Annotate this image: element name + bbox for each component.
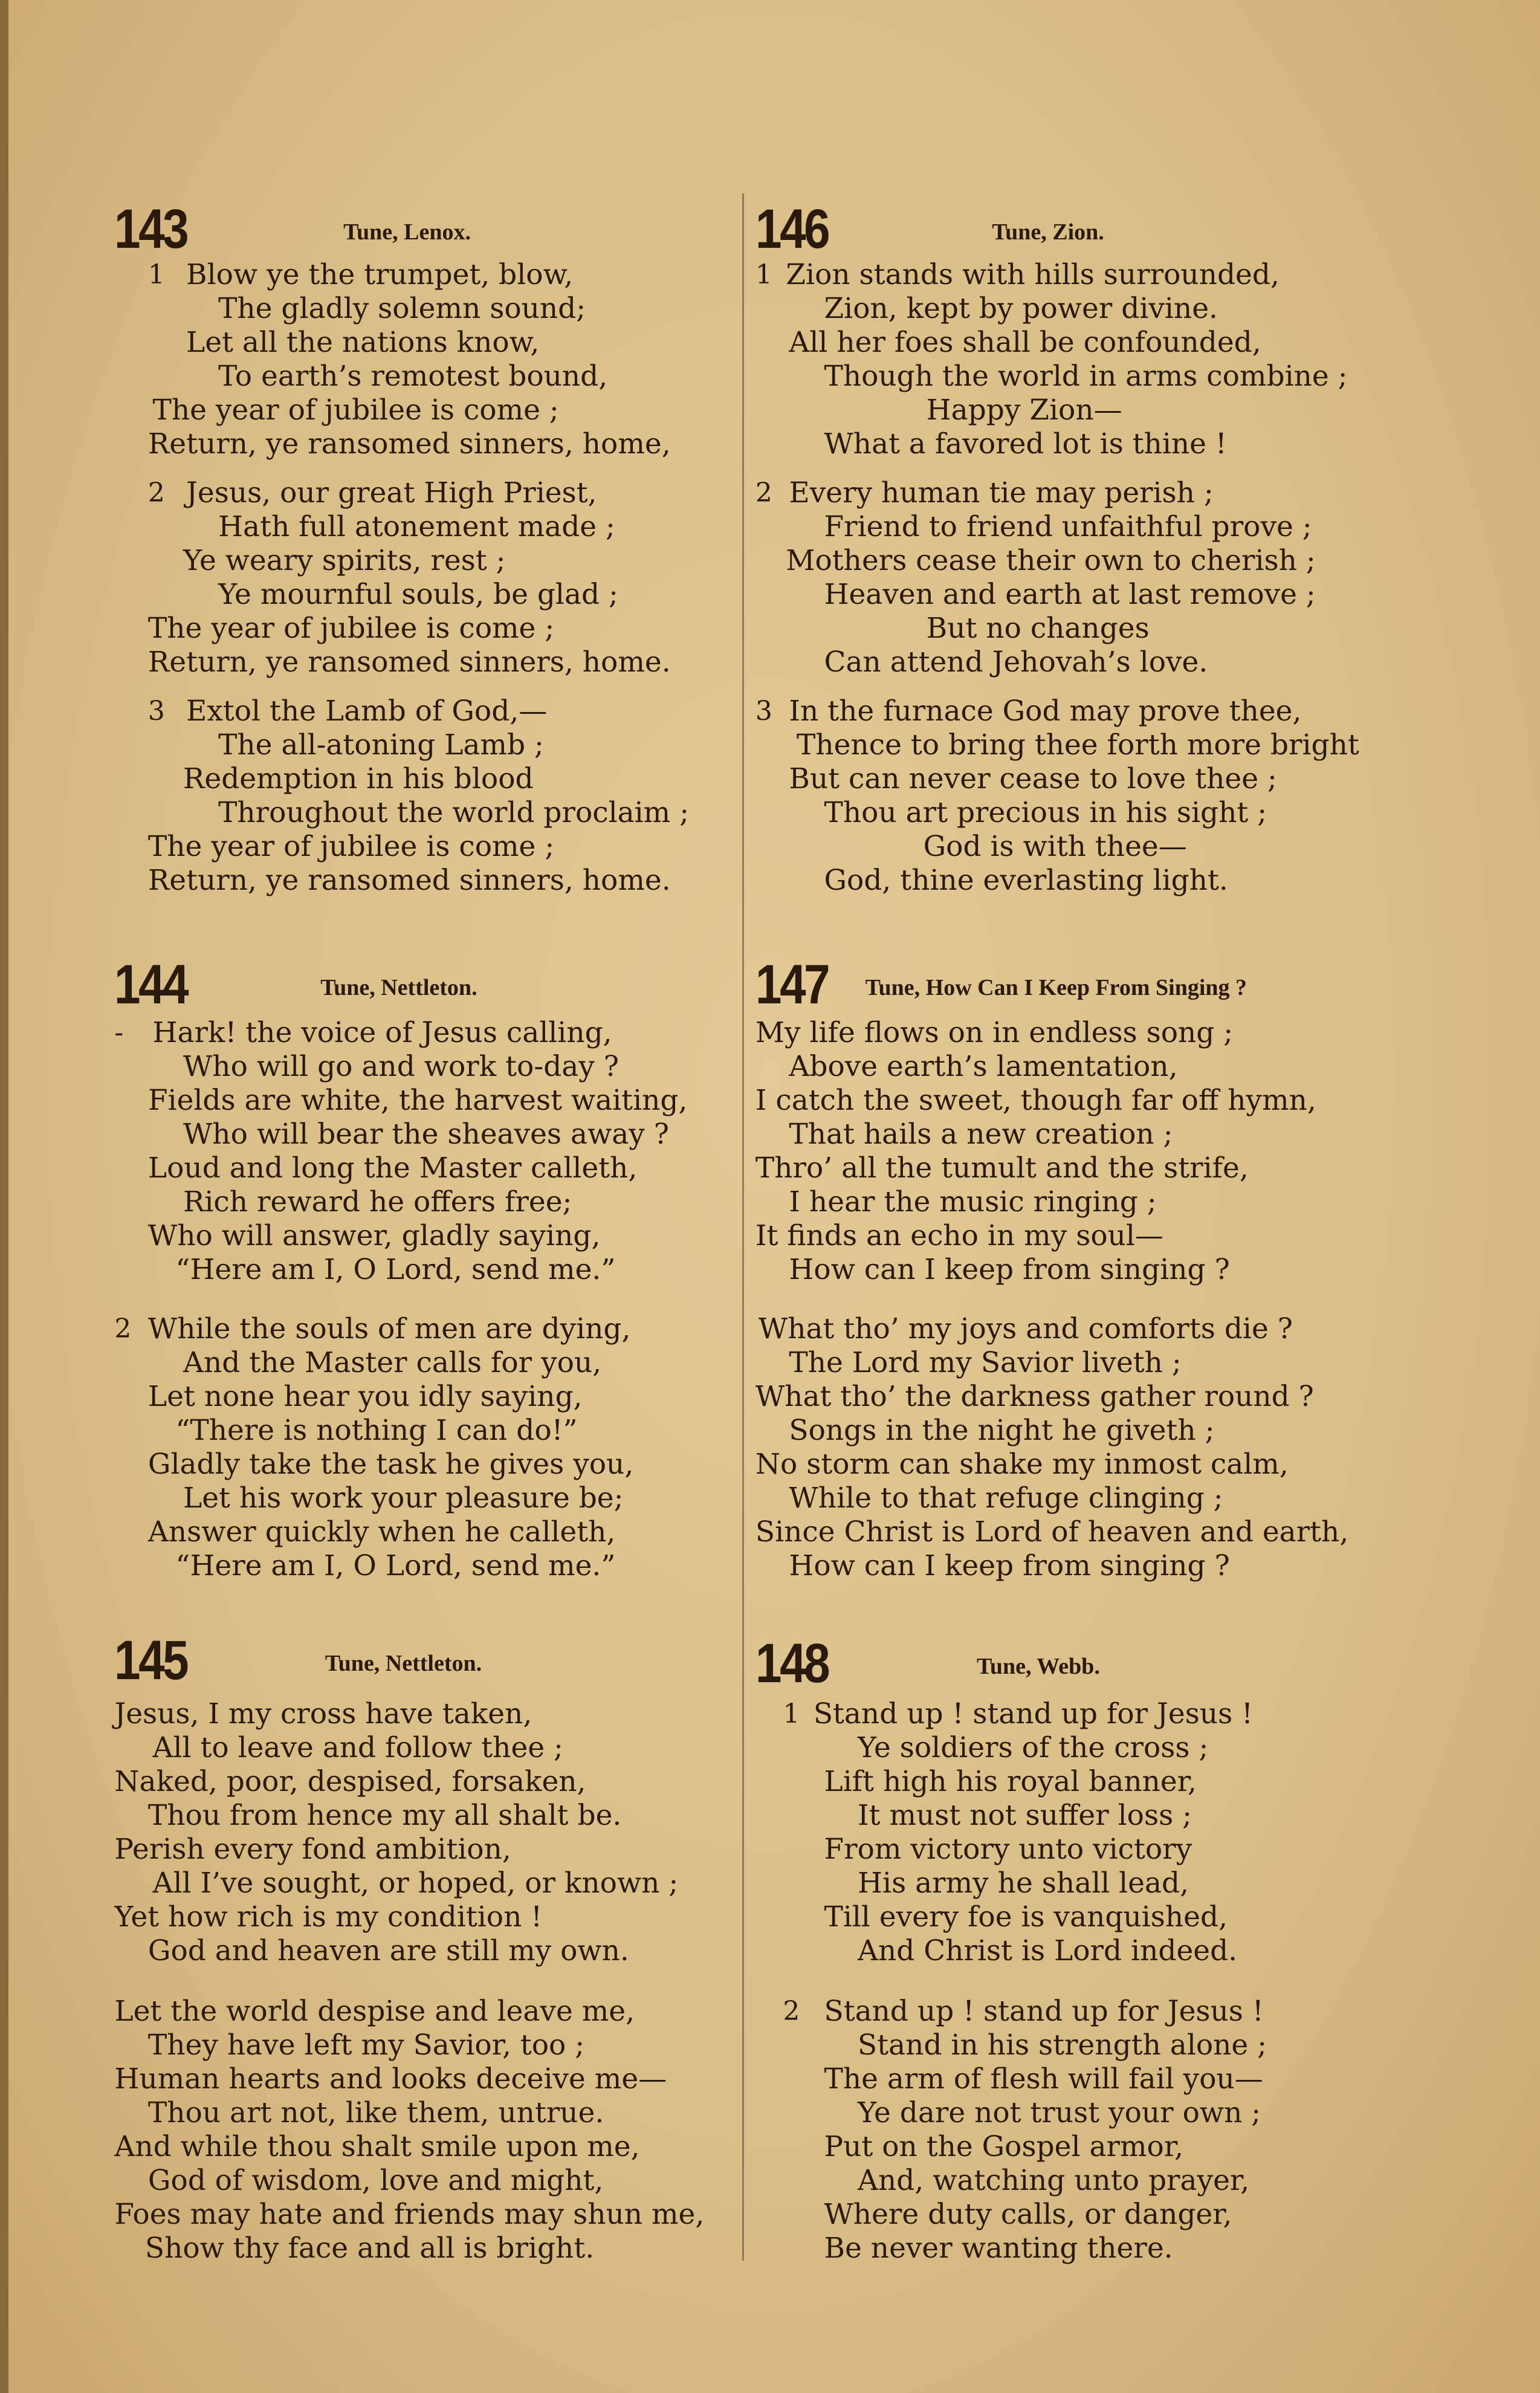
verse-line: Ye dare not trust your own ; <box>858 2096 1261 2129</box>
verse-line: Ye weary spirits, rest ; <box>183 543 506 577</box>
verse-line: Put on the Gospel armor, <box>824 2129 1184 2163</box>
verse-line: Hath full atonement made ; <box>218 510 615 543</box>
stanza-number: 3 <box>755 695 772 727</box>
verse-line: Zion, kept by power divine. <box>824 291 1218 325</box>
verse-line: Return, ye ransomed sinners, home, <box>147 427 671 461</box>
verse-line: Thou art precious in his sight ; <box>824 795 1267 829</box>
verse-line: What tho’ my joys and comforts die ? <box>758 1312 1293 1346</box>
verse-line: And, watching unto prayer, <box>858 2163 1250 2197</box>
verse-line: Above earth’s lamentation, <box>789 1050 1178 1084</box>
verse-line: Be never wanting there. <box>824 2231 1173 2265</box>
verse-line: Loud and long the Master calleth, <box>147 1151 638 1185</box>
stanza-number: - <box>114 1017 124 1049</box>
stanza-number: 2 <box>114 1313 132 1345</box>
verse-line: All I’ve sought, or hoped, or known ; <box>152 1866 679 1900</box>
verse-line: Can attend Jehovah’s love. <box>824 645 1208 679</box>
verse-line: That hails a new creation ; <box>789 1118 1173 1151</box>
verse-line: Blow ye the trumpet, blow, <box>186 257 574 291</box>
verse-line: The all-atoning Lamb ; <box>218 728 544 762</box>
verse-line: Let none hear you idly saying, <box>147 1380 583 1414</box>
verse-line: What tho’ the darkness gather round ? <box>755 1380 1314 1414</box>
verse-line: I hear the music ringing ; <box>789 1185 1157 1219</box>
verse-line: God of wisdom, love and might, <box>147 2163 604 2197</box>
verse-line: In the furnace God may prove thee, <box>789 694 1302 728</box>
verse-line: How can I keep from singing ? <box>789 1253 1230 1287</box>
hymn-number: 148 <box>755 1633 829 1695</box>
verse-line: Foes may hate and friends may shun me, <box>114 2197 705 2231</box>
verse-line: Thro’ all the tumult and the strife, <box>755 1151 1249 1185</box>
verse-line: From victory unto victory <box>824 1832 1192 1866</box>
stanza-number: 1 <box>783 1698 800 1729</box>
verse-line: The year of jubilee is come ; <box>152 393 559 427</box>
verse-line: Perish every fond ambition, <box>114 1832 511 1866</box>
page-edge <box>0 0 8 2393</box>
verse-line: Thou from hence my all shalt be. <box>147 1798 622 1832</box>
verse-line: Hark! the voice of Jesus calling, <box>152 1016 612 1050</box>
verse-line: Human hearts and looks deceive me— <box>114 2062 667 2096</box>
verse-line: Stand up ! stand up for Jesus ! <box>824 1994 1264 2028</box>
verse-line: They have left my Savior, too ; <box>147 2028 585 2062</box>
tune-name: Tune, Nettleton. <box>320 974 477 1000</box>
verse-line: The gladly solemn sound; <box>218 291 586 325</box>
verse-line: “There is nothing I can do!” <box>175 1414 578 1448</box>
verse-line: The year of jubilee is come ; <box>147 611 555 645</box>
verse-line: Naked, poor, despised, forsaken, <box>114 1764 586 1798</box>
verse-line: “Here am I, O Lord, send me.” <box>175 1253 616 1287</box>
verse-line: Rich reward he offers free; <box>183 1185 572 1219</box>
verse-line: Thou art not, like them, untrue. <box>147 2096 604 2129</box>
verse-line: But no changes <box>926 611 1150 645</box>
verse-line: God is with thee— <box>923 829 1187 863</box>
verse-line: Return, ye ransomed sinners, home. <box>147 645 671 679</box>
verse-line: Where duty calls, or danger, <box>824 2197 1232 2231</box>
verse-line: It must not suffer loss ; <box>858 1798 1192 1832</box>
verse-line: The year of jubilee is come ; <box>147 829 555 863</box>
hymn-number: 145 <box>114 1630 187 1692</box>
verse-line: Extol the Lamb of God,— <box>186 694 548 728</box>
verse-line: Happy Zion— <box>926 393 1122 427</box>
verse-line: “Here am I, O Lord, send me.” <box>175 1549 616 1583</box>
verse-line: God, thine everlasting light. <box>824 863 1228 897</box>
tune-name: Tune, Zion. <box>992 219 1104 245</box>
stanza-number: 1 <box>147 259 165 290</box>
verse-line: Zion stands with hills surrounded, <box>786 257 1280 291</box>
verse-line: I catch the sweet, though far off hymn, <box>755 1084 1316 1118</box>
hymn-number: 147 <box>755 953 829 1015</box>
stanza-number: 2 <box>147 477 165 508</box>
verse-line: The Lord my Savior liveth ; <box>789 1346 1182 1380</box>
stanza-number: 3 <box>147 695 165 727</box>
verse-line: Gladly take the task he gives you, <box>147 1448 634 1481</box>
verse-line: Till every foe is vanquished, <box>824 1900 1228 1934</box>
verse-line: Who will answer, gladly saying, <box>147 1219 601 1253</box>
verse-line: Mothers cease their own to cherish ; <box>786 543 1316 577</box>
verse-line: Show thy face and all is bright. <box>144 2231 595 2265</box>
hymn-number: 143 <box>114 198 187 260</box>
verse-line: Yet how rich is my condition ! <box>114 1900 543 1934</box>
verse-line: While the souls of men are dying, <box>147 1312 631 1346</box>
verse-line: My life flows on in endless song ; <box>755 1016 1234 1050</box>
verse-line: And while thou shalt smile upon me, <box>114 2129 640 2163</box>
verse-line: Throughout the world proclaim ; <box>218 795 690 829</box>
column-divider <box>742 193 744 2261</box>
verse-line: No storm can shake my inmost calm, <box>755 1448 1289 1481</box>
hymn-number: 144 <box>114 953 187 1015</box>
verse-line: It finds an echo in my soul— <box>755 1219 1163 1253</box>
verse-line: And the Master calls for you, <box>183 1346 602 1380</box>
verse-line: Every human tie may perish ; <box>789 476 1214 510</box>
verse-line: Let all the nations know, <box>186 325 540 359</box>
tune-name: Tune, Webb. <box>977 1654 1100 1680</box>
verse-line: Friend to friend unfaithful prove ; <box>824 510 1312 543</box>
verse-line: To earth’s remotest bound, <box>218 359 608 393</box>
verse-line: Though the world in arms combine ; <box>824 359 1348 393</box>
verse-line: Ye mournful souls, be glad ; <box>218 577 618 611</box>
verse-line: What a favored lot is thine ! <box>824 427 1227 461</box>
verse-line: Lift high his royal banner, <box>824 1764 1197 1798</box>
verse-line: Stand up ! stand up for Jesus ! <box>813 1697 1254 1731</box>
verse-line: Thence to bring thee forth more bright <box>797 728 1359 762</box>
verse-line: Ye soldiers of the cross ; <box>858 1731 1209 1764</box>
stanza-number: 1 <box>755 259 772 290</box>
verse-line: Who will bear the sheaves away ? <box>183 1118 669 1151</box>
verse-line: Redemption in his blood <box>183 762 534 795</box>
verse-line: But can never cease to love thee ; <box>789 762 1277 795</box>
verse-line: His army he shall lead, <box>858 1866 1189 1900</box>
stanza-number: 2 <box>783 1995 800 2027</box>
verse-line: Fields are white, the harvest waiting, <box>147 1084 688 1118</box>
verse-line: Songs in the night he giveth ; <box>789 1414 1215 1448</box>
verse-line: Let his work your pleasure be; <box>183 1481 624 1515</box>
verse-line: God and heaven are still my own. <box>147 1934 629 1967</box>
verse-line: Who will go and work to-day ? <box>183 1050 619 1084</box>
verse-line: All to leave and follow thee ; <box>152 1731 563 1764</box>
verse-line: Return, ye ransomed sinners, home. <box>147 863 671 897</box>
tune-name: Tune, How Can I Keep From Singing ? <box>865 974 1247 1000</box>
tune-name: Tune, Lenox. <box>343 219 471 245</box>
verse-line: The arm of flesh will fail you— <box>824 2062 1263 2096</box>
verse-line: All her foes shall be confounded, <box>789 325 1261 359</box>
verse-line: Answer quickly when he calleth, <box>147 1515 616 1549</box>
verse-line: How can I keep from singing ? <box>789 1549 1230 1583</box>
verse-line: Jesus, our great High Priest, <box>186 476 597 510</box>
verse-line: Heaven and earth at last remove ; <box>824 577 1316 611</box>
verse-line: Jesus, I my cross have taken, <box>114 1697 532 1731</box>
verse-line: And Christ is Lord indeed. <box>858 1934 1238 1967</box>
stanza-number: 2 <box>755 477 772 508</box>
verse-line: While to that refuge clinging ; <box>789 1481 1223 1515</box>
verse-line: Let the world despise and leave me, <box>114 1994 635 2028</box>
tune-name: Tune, Nettleton. <box>325 1651 482 1677</box>
verse-line: Stand in his strength alone ; <box>858 2028 1267 2062</box>
verse-line: Since Christ is Lord of heaven and earth, <box>755 1515 1349 1549</box>
hymn-number: 146 <box>755 198 829 260</box>
